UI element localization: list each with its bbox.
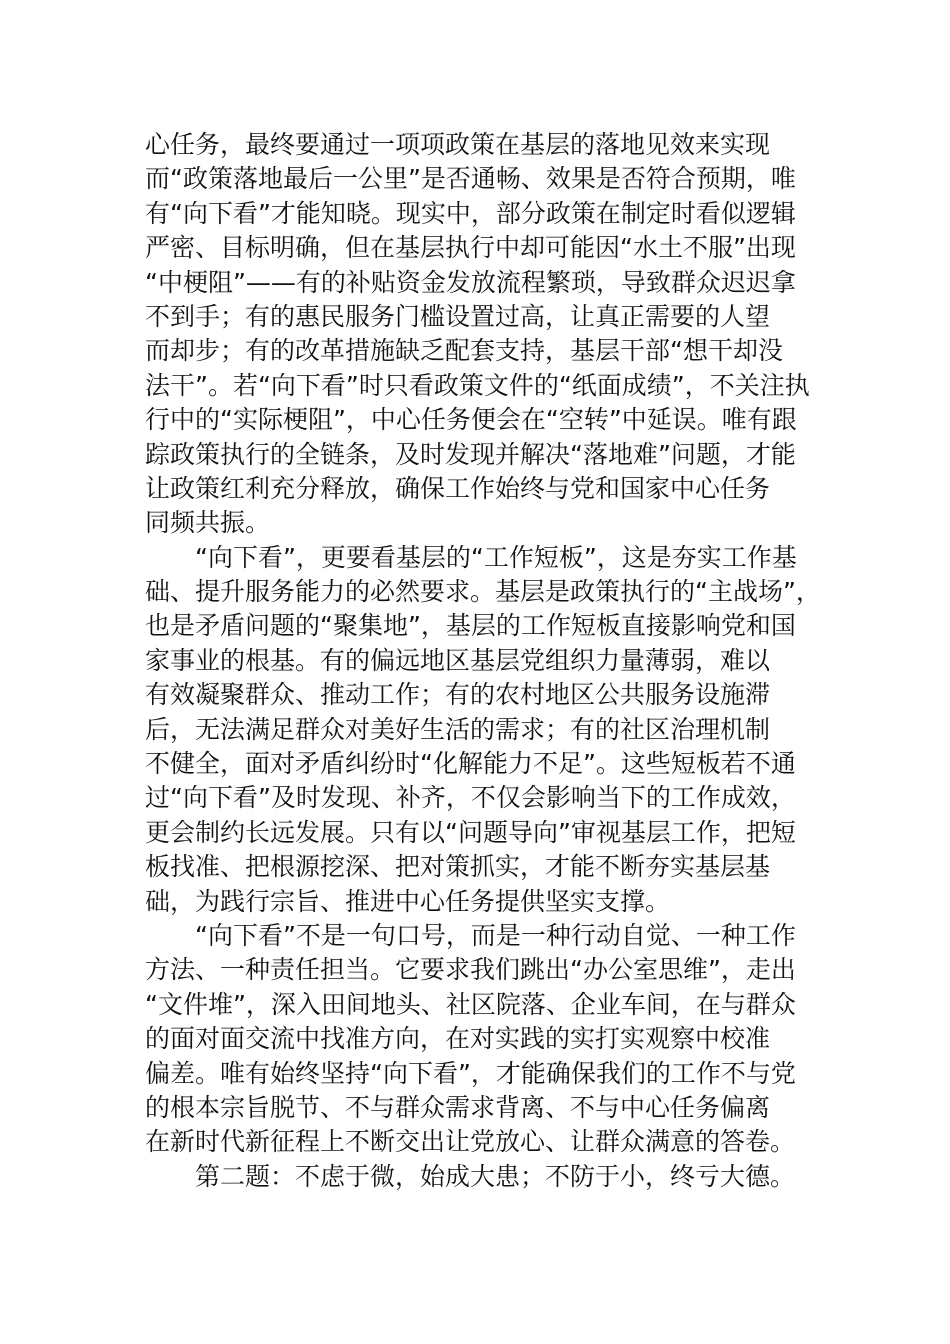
- text-line: 过“向下看”及时发现、补齐，不仅会影响当下的工作成效，: [145, 783, 796, 813]
- text-line: 也是矛盾问题的“聚集地”，基层的工作短板直接影响党和国: [145, 611, 796, 641]
- text-line: 踪政策执行的全链条，及时发现并解决“落地难”问题，才能: [145, 439, 796, 469]
- text-line: 方法、一种责任担当。它要求我们跳出“办公室思维”，走出: [145, 955, 796, 985]
- text-line: 行中的“实际梗阻”，中心任务便会在“空转”中延误。唯有跟: [145, 405, 797, 435]
- text-line: 同频共振。: [145, 508, 271, 538]
- text-line: “文件堆”，深入田间地头、社区院落、企业车间，在与群众: [145, 989, 796, 1019]
- text-line: 有效凝聚群众、推动工作；有的农村地区公共服务设施滞: [145, 680, 771, 710]
- text-line: 而“政策落地最后一公里”是否通畅、效果是否符合预期，唯: [145, 164, 796, 194]
- text-line: 不健全，面对矛盾纠纷时“化解能力不足”。这些短板若不通: [145, 749, 796, 779]
- text-line: 板找准、把根源挖深、把对策抓实，才能不断夯实基层基: [145, 852, 771, 882]
- paragraph-start-line: “向下看”，更要看基层的“工作短板”，这是夯实工作基: [195, 542, 797, 572]
- text-line: 更会制约长远发展。只有以“问题导向”审视基层工作，把短: [145, 817, 796, 847]
- text-line: 让政策红利充分释放，确保工作始终与党和国家中心任务: [145, 473, 771, 503]
- text-line: 不到手；有的惠民服务门槛设置过高，让真正需要的人望: [145, 301, 771, 331]
- text-line: “中梗阻”——有的补贴资金发放流程繁琐，导致群众迟迟拿: [145, 267, 796, 297]
- text-line: 法干”。若“向下看”时只看政策文件的“纸面成绩”，不关注执: [145, 370, 810, 400]
- text-line: 心任务，最终要通过一项项政策在基层的落地见效来实现: [145, 130, 771, 159]
- section-heading: 第二题：不虑于微，始成大患；不防于小，终亏大德。: [195, 1161, 796, 1191]
- paragraph-start-line: “向下看”不是一句口号，而是一种行动自觉、一种工作: [195, 920, 796, 950]
- text-line: 严密、目标明确，但在基层执行中却可能因“水土不服”出现: [145, 233, 796, 263]
- text-line: 的面对面交流中找准方向，在对实践的实打实观察中校准: [145, 1024, 771, 1054]
- text-line: 而却步；有的改革措施缺乏配套支持，基层干部“想干却没: [145, 336, 783, 366]
- body-text: [145, 128, 835, 1194]
- text-line: 础、提升服务能力的必然要求。基层是政策执行的“主战场”，: [145, 577, 821, 607]
- text-line: 家事业的根基。有的偏远地区基层党组织力量薄弱，难以: [145, 645, 771, 675]
- text-line: 础，为践行宗旨、推进中心任务提供坚实支撑。: [145, 886, 671, 916]
- text-line: 后，无法满足群众对美好生活的需求；有的社区治理机制: [145, 714, 771, 744]
- text-line: 的根本宗旨脱节、不与群众需求背离、不与中心任务偏离: [145, 1092, 771, 1122]
- text-line: 在新时代新征程上不断交出让党放心、让群众满意的答卷。: [145, 1127, 796, 1157]
- text-line: 偏差。唯有始终坚持“向下看”，才能确保我们的工作不与党: [145, 1058, 796, 1088]
- text-line: 有“向下看”才能知晓。现实中，部分政策在制定时看似逻辑: [145, 198, 796, 228]
